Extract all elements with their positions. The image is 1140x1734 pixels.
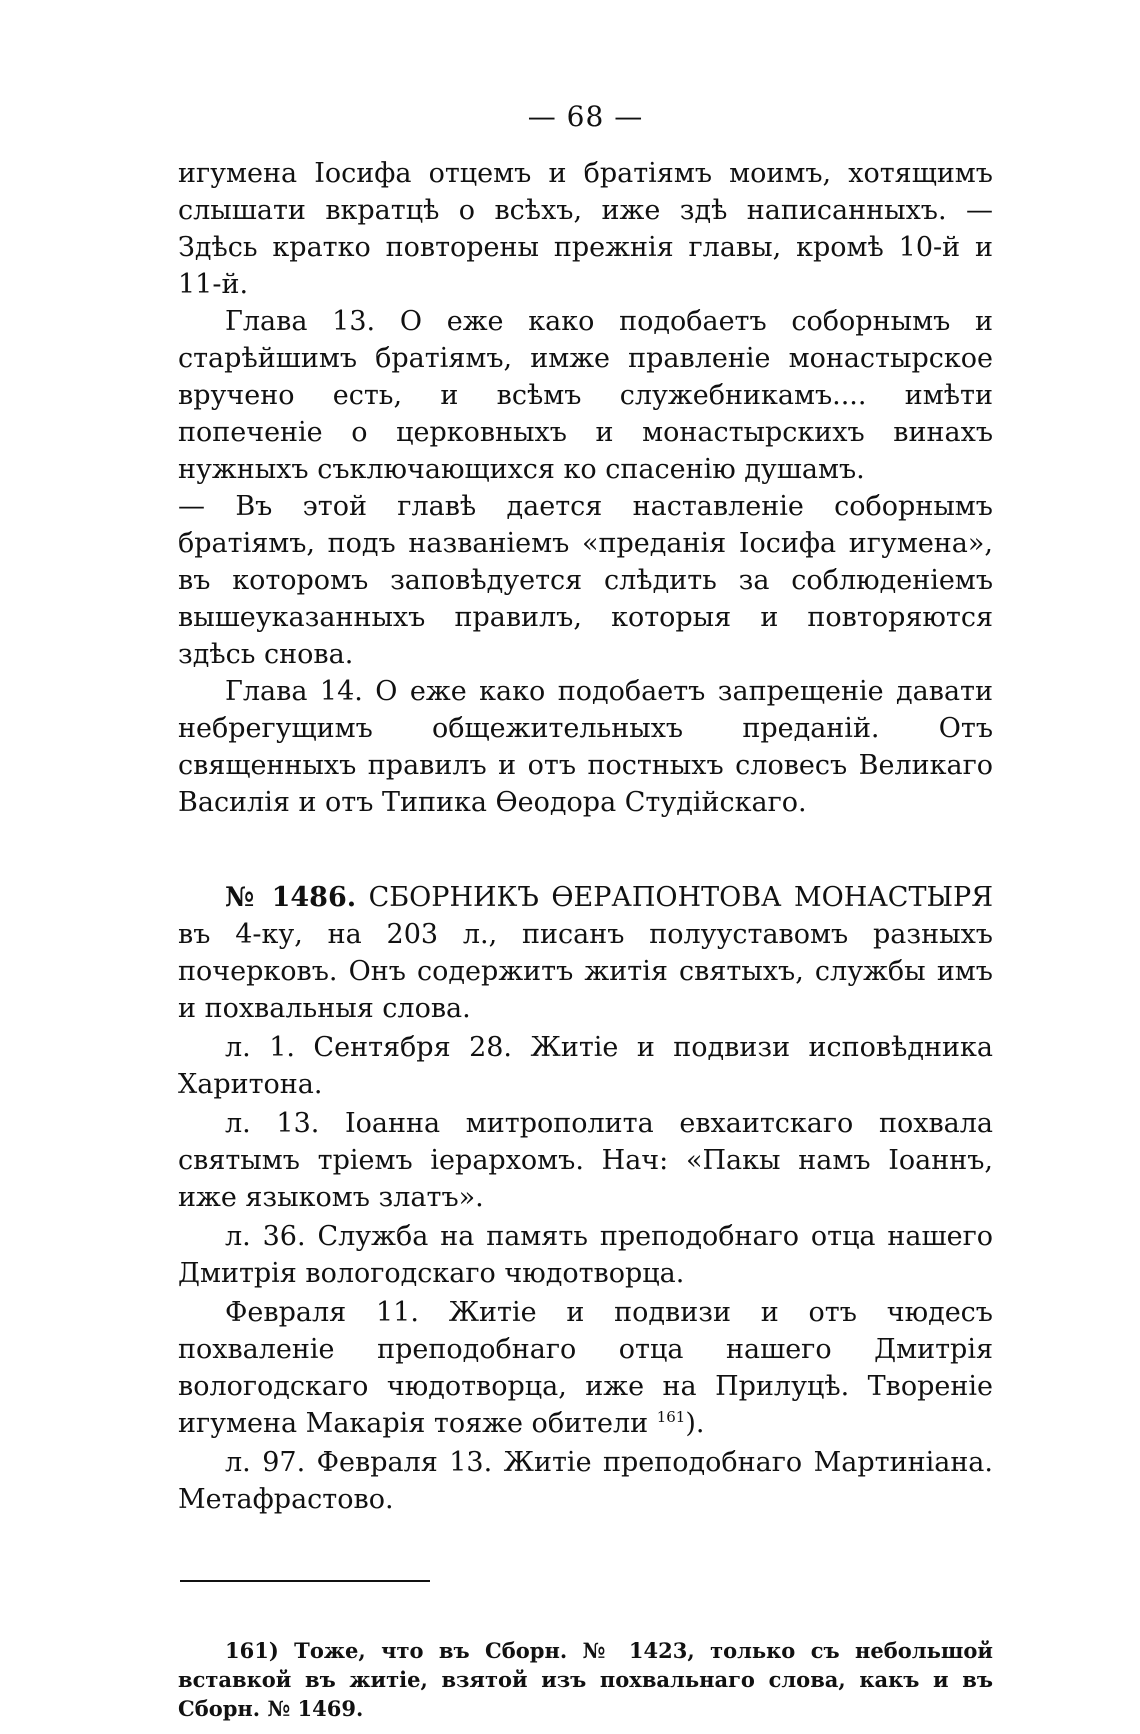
page-number: — 68 — [527,100,644,133]
manuscript-number: № 1486. [225,882,357,913]
february-11-text: Февраля 11. Житіе и подвизи и отъ чюдесъ похваленіе преподобнаго отца нашего Дмитрія вологодскаго чюдотворца, иже на Прилуцѣ. Твореніе игумена Макарія тояже обители [178,1297,993,1439]
list-item: л. 13. Іоанна митрополита евхаитскаго похвала святымъ тріемъ іерархомъ. Нач: «Пакы намъ Іоаннъ, иже языкомъ златъ». [178,1108,993,1213]
february-11-closing: ). [685,1408,705,1439]
manuscript-entry-heading [178,879,993,1027]
chapter-14-paragraph: Глава 14. О еже како подобаетъ запрещеніе давати небрегущимъ общежительныхъ преданій. Отъ священныхъ правилъ и отъ постныхъ словесъ Великаго Василія и отъ Типика Ѳеодора Студійскаго. [178,676,993,818]
intro-paragraph: игумена Іосифа отцемъ и братіямъ моимъ, хотящимъ слышати вкратцѣ о всѣхъ, иже здѣ написанныхъ. — Здѣсь кратко повторены прежнія главы, кромѣ 10-й и 11-й. [178,158,993,300]
footnote-divider [180,1580,430,1582]
february-11-item [178,1294,993,1442]
list-item: л. 97. Февраля 13. Житіе преподобнаго Мартиніана. Метафрастово. [178,1447,993,1515]
footnote-reference: 161 [656,1408,686,1426]
footnote-161: 161) Тоже, что въ Сборн. № 1423, только съ небольшой вставкой въ житіе, взятой изъ похвальнаго слова, какъ и въ Сборн. № 1469. [178,1638,993,1721]
page [178,100,993,1723]
list-item: л. 1. Сентября 28. Житіе и подвизи исповѣдника Харитона. [178,1032,993,1100]
chapter-13-note: — Въ этой главѣ дается наставленіе соборнымъ братіямъ, подъ названіемъ «преданія Іосифа игумена», въ которомъ заповѣдуется слѣдить за соблюденіемъ вышеуказанныхъ правилъ, которыя и повторяются здѣсь снова. [178,491,993,670]
manuscript-description: СБОРНИКЪ ѲЕРАПОНТОВА МОНАСТЫРЯ въ 4-ку, на 203 л., писанъ полууставомъ разныхъ почерковъ. Онъ содержитъ житія святыхъ, службы имъ и похвальныя слова. [178,882,993,1024]
list-item: л. 36. Служба на память преподобнаго отца нашего Дмитрія вологодскаго чюдотворца. [178,1221,993,1289]
chapter-13-paragraph: Глава 13. О еже како подобаетъ соборнымъ и старѣйшимъ братіямъ, имже правленіе монастырское вручено есть, и всѣмъ служебникамъ.... имѣти попеченіе о церковныхъ и монастырскихъ винахъ нужныхъ съключающихся ко спасенію душамъ. [178,306,993,485]
